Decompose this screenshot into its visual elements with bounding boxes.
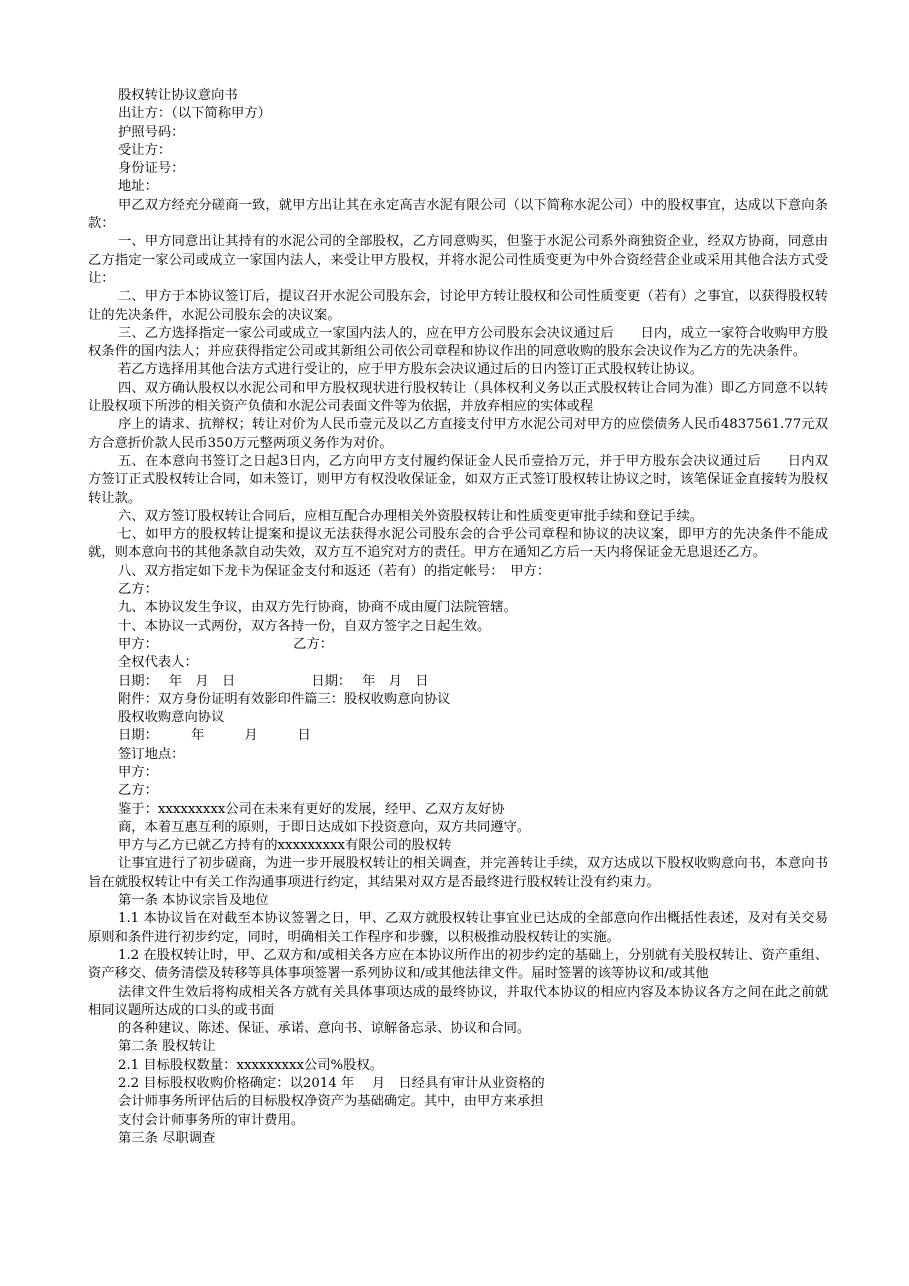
paragraph: 让事宜进行了初步磋商，为进一步开展股权转让的相关调查，并完善转让手续，双方达成以下股权收购意向书，本意向书旨在就股权转让中有关工作沟通事项进行约定，其结果对双方是否最终进行股权转让没有约束力。 <box>88 856 828 890</box>
paragraph: 甲乙双方经充分磋商一致，就甲方出让其在永定高吉水泥有限公司（以下简称水泥公司）中的股权事宜，达成以下意向条款： <box>88 197 828 232</box>
text-line: 日期： 年 月 日 <box>118 728 311 744</box>
paragraph: 七、如甲方的股权转让提案和提议无法获得水泥公司股东会的合乎公司章程和协议的决议案，即甲方的先决条件不能成就，则本意向书的其他条款自动失效，双方互不追究对方的责任。甲方在通知乙方后一天内将保证金无息退还乙方。 <box>88 527 828 561</box>
paragraph: 1.2 在股权转让时，甲、乙双方和/或相关各方应在本协议所作出的初步约定的基础上，分别就有关股权转让、资产重组、资产移交、债务清偿及转移等具体事项签署一系列协议和/或其他法律文件。届时签署的该等协议和/或其他 <box>88 947 828 982</box>
text-line: 会计师事务所评估后的目标股权净资产为基础确定。其中，由甲方来承担 <box>118 1094 544 1110</box>
document-body <box>88 87 828 1148</box>
text-line: 第一条 本协议宗旨及地位 <box>118 893 269 909</box>
text-line: 全权代表人： <box>118 655 198 671</box>
text-line: 护照号码： <box>118 124 185 140</box>
text-line: 支付会计师事务所的审计费用。 <box>118 1112 305 1128</box>
paragraph: 二、甲方于本协议签订后，提议召开水泥公司股东会，讨论甲方转让股权和公司性质变更（若有）之事宜，以获得股权转让的先决条件，水泥公司股东会的决议案。 <box>88 289 828 323</box>
paragraph: 三、乙方选择指定一家公司或成立一家国内法人的，应在甲方公司股东会决议通过后 日内，成立一家符合收购甲方股权条件的国内法人；并应获得指定公司或其新组公司依公司章程和协议作出的同意收购的股东会决议作为乙方的先决条件。 <box>88 325 828 360</box>
text-line: 乙方： <box>118 783 158 799</box>
text-line: 的各种建议、陈述、保证、承诺、意向书、谅解备忘录、协议和合同。 <box>118 1021 531 1037</box>
text-line: 地址： <box>118 179 158 195</box>
text-line: 出让方：（以下简称甲方） <box>118 106 271 122</box>
text-line: 签订地点： <box>118 746 185 762</box>
text-line: 受让方： <box>118 142 172 158</box>
paragraph: 四、双方确认股权以水泥公司和甲方股权现状进行股权转让（具体权利义务以正式股权转让合同为准）即乙方同意不以转让股权项下所涉的相关资产负债和水泥公司表面文件等为依据，并放弃相应的实体或程 <box>88 380 828 415</box>
text-line: 第三条 尽职调查 <box>118 1130 216 1146</box>
paragraph: 五、在本意向书签订之日起3日内，乙方向甲方支付履约保证金人民币壹拾万元，并于甲方股东会决议通过后 日内双方签订正式股权转让合同，如未签订，则甲方有权没收保证金，如双方正式签订股权转让协议之时，该笔保证金直接转为股权转让款。 <box>88 453 828 506</box>
paragraph: 六、双方签订股权转让合同后，应相互配合办理相关外资股权转让和性质变更审批手续和登记手续。 <box>118 508 704 524</box>
paragraph: 序上的请求、抗辩权；转让对价为人民币壹元及以乙方直接支付甲方水泥公司对甲方的应偿债务人民币4837561.77元双方合意折价款人民币350万元整两项义务作为对价。 <box>88 417 828 451</box>
text-line: 乙方： <box>118 582 158 598</box>
text-line: 身份证号： <box>118 161 185 177</box>
text-line: 甲方： <box>118 764 158 780</box>
text-line: 十、本协议一式两份，双方各持一份，自双方签字之日起生效。 <box>118 618 491 634</box>
text-line: 鉴于：xxxxxxxxx公司在未来有更好的发展，经甲、乙双方友好协 <box>118 801 505 817</box>
text-line: 股权收购意向协议 <box>118 710 225 726</box>
text-line: 商，本着互惠互利的原则，于即日达成如下投资意向，双方共同遵守。 <box>118 819 531 835</box>
text-line: 九、本协议发生争议，由双方先行协商，协商不成由厦门法院管辖。 <box>118 600 517 616</box>
text-line: 2.2 目标股权收购价格确定：以2014 年 月 日经具有审计从业资格的 <box>118 1076 545 1092</box>
text-line: 股权转让协议意向书 <box>118 88 238 103</box>
paragraph: 法律文件生效后将构成相关各方就有关具体事项达成的最终协议，并取代本协议的相应内容及本协议各方之间在此之前就相同议题所达成的口头的或书面 <box>88 984 828 1018</box>
text-line: 甲方与乙方已就乙方持有的xxxxxxxxx有限公司的股权转 <box>118 838 452 854</box>
paragraph: 1.1 本协议旨在对截至本协议签署之日，甲、乙双方就股权转让事宜业已达成的全部意向作出概括性表述，及对有关交易原则和条件进行初步约定，同时，明确相关工作程序和步骤，以积极推动股权转让的实施。 <box>88 911 828 945</box>
text-line: 2.1 目标股权数量：xxxxxxxxx公司%股权。 <box>118 1057 384 1073</box>
text-line: 第二条 股权转让 <box>118 1039 216 1055</box>
text-line: 甲方： 乙方： <box>118 636 334 652</box>
paragraph: 若乙方选择用其他合法方式进行受让的，应于甲方股东会决议通过后的日内签订正式股权转让协议。 <box>118 362 704 378</box>
text-line: 八、双方指定如下龙卡为保证金支付和返还（若有）的指定帐号： 甲方： <box>118 563 551 579</box>
paragraph: 一、甲方同意出让其持有的水泥公司的全部股权，乙方同意购买，但鉴于水泥公司系外商独资企业，经双方协商，同意由乙方指定一家公司或成立一家国内法人，来受让甲方股权，并将水泥公司性质变更为中外合资经营企业或采用其他合法方式受让： <box>88 234 828 286</box>
text-line: 附件：双方身份证明有效影印件篇三：股权收购意向协议 <box>118 691 451 707</box>
text-line: 日期： 年 月 日 日期： 年 月 日 <box>118 673 429 689</box>
